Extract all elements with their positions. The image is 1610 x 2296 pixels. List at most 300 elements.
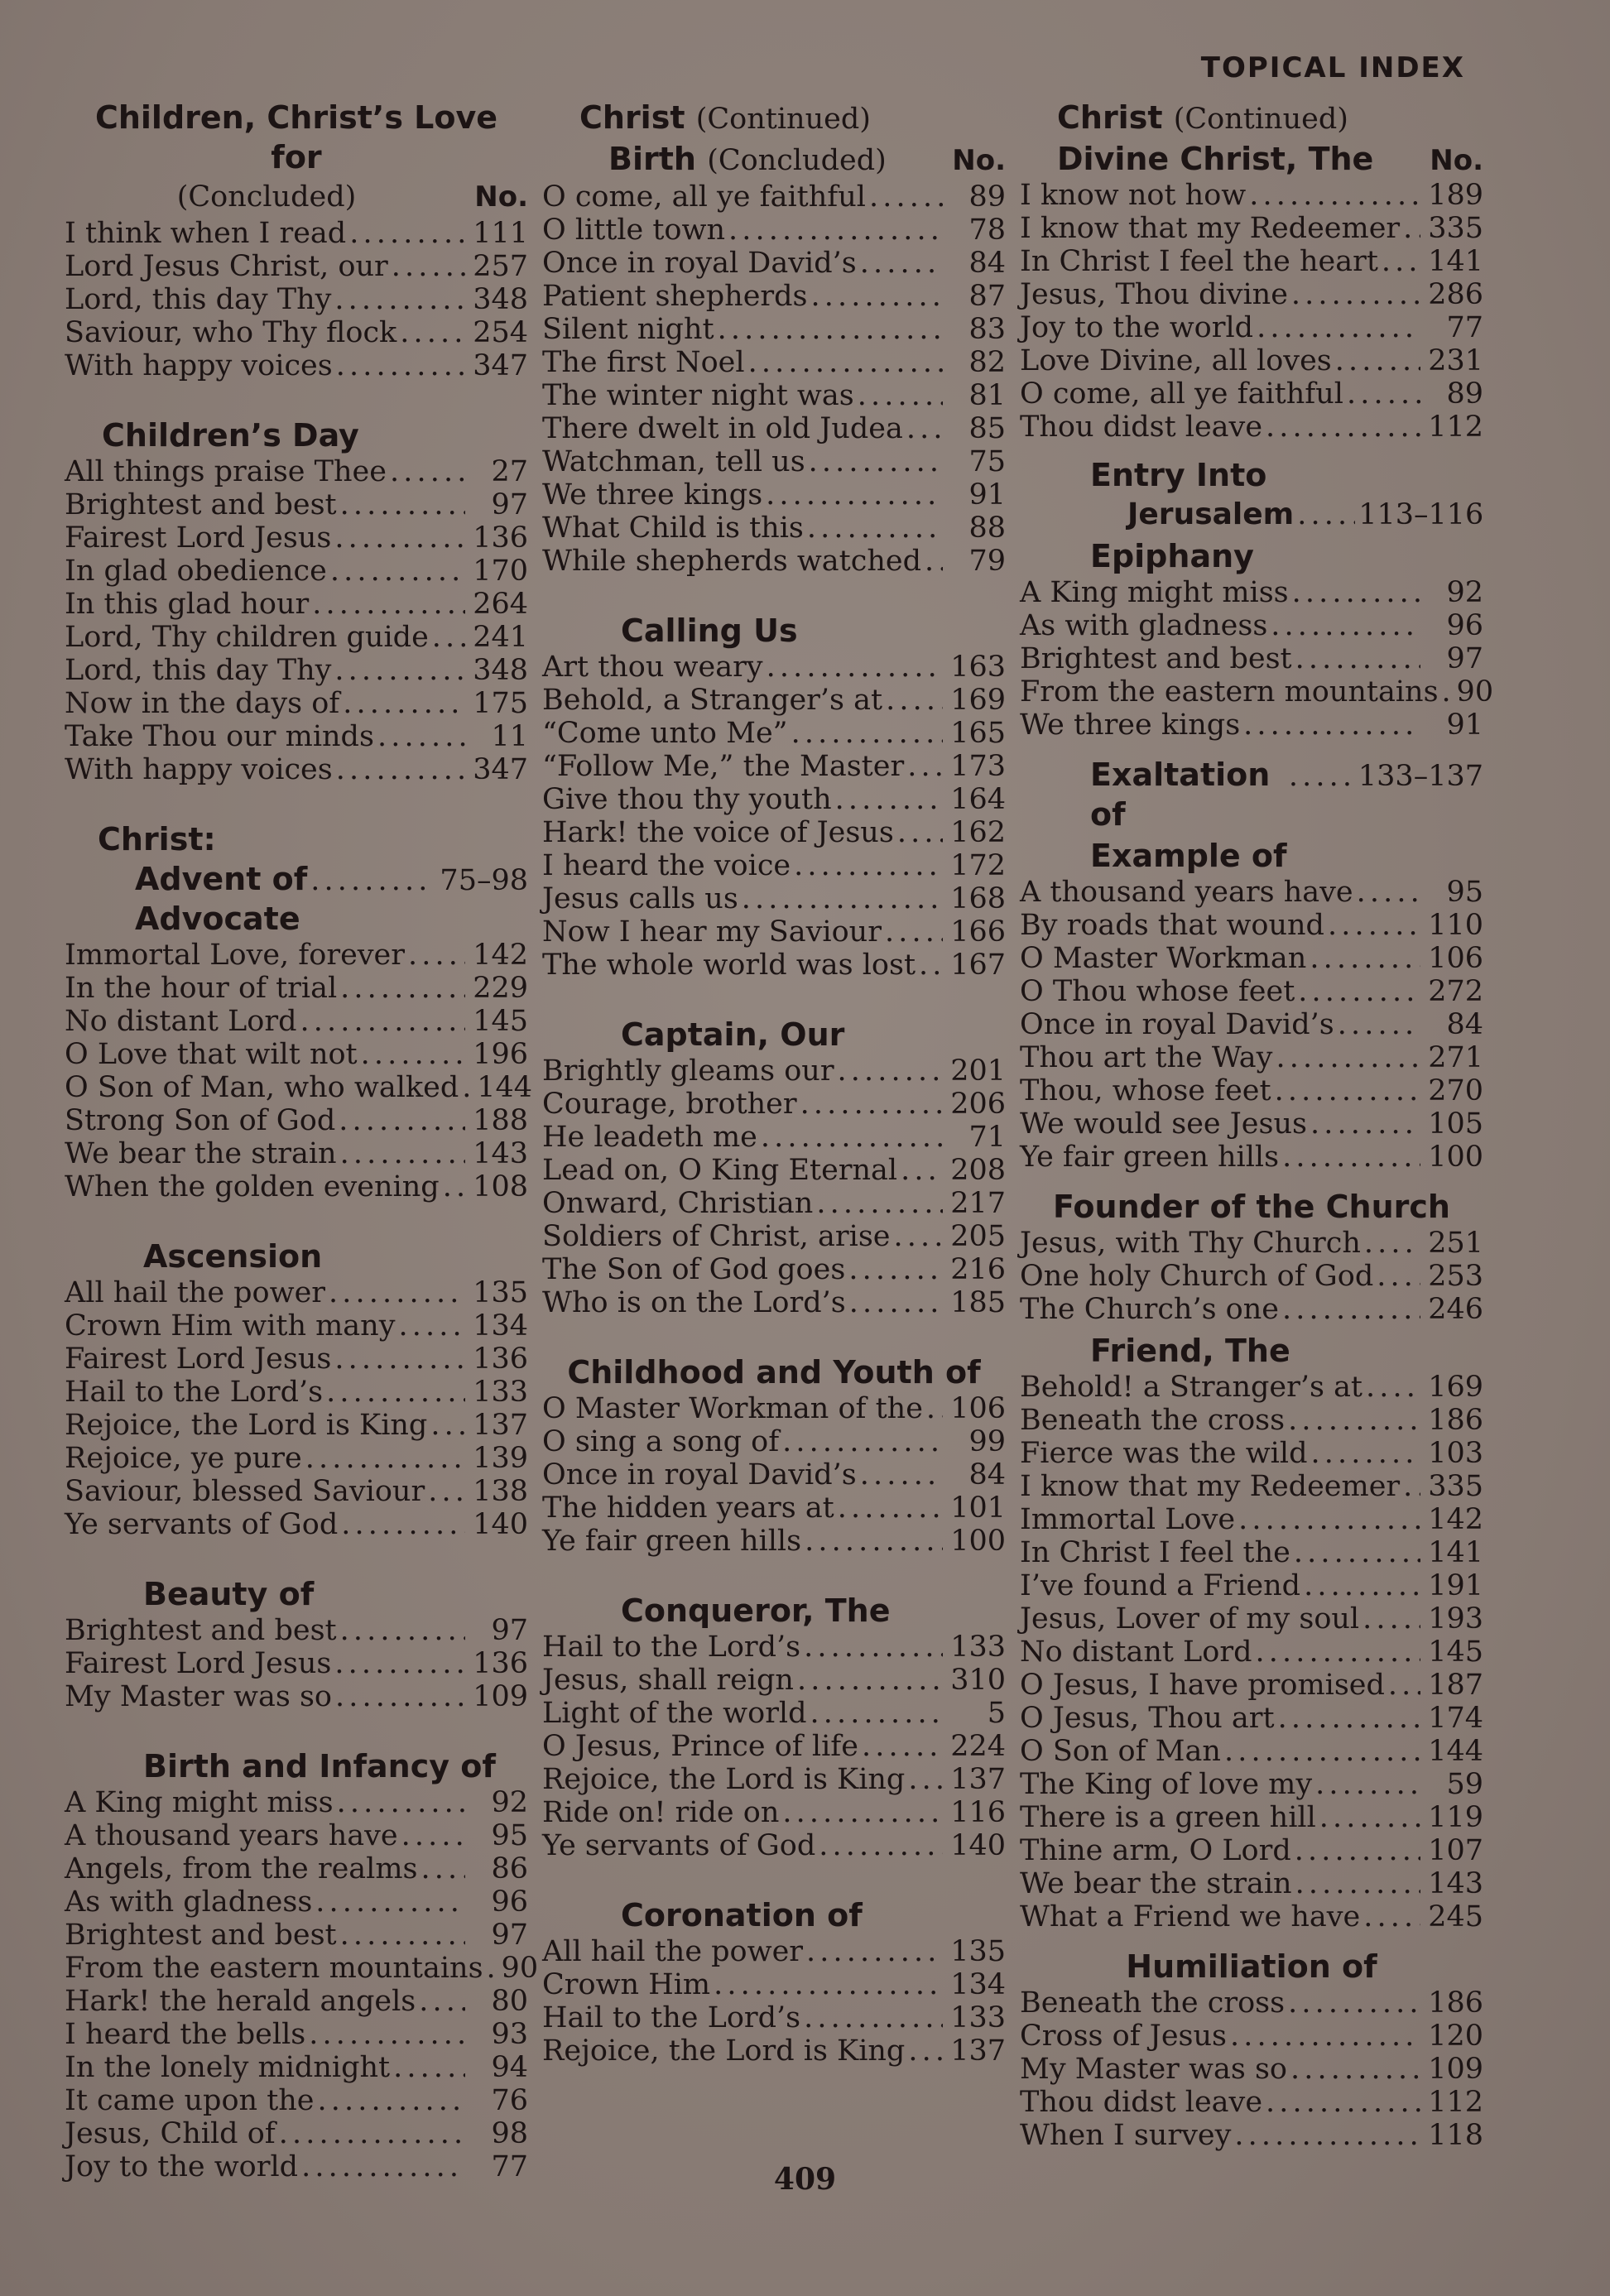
hymn-number: 188: [473, 1104, 528, 1137]
hymn-number: 310: [950, 1664, 1006, 1697]
section-captain: [542, 1015, 1006, 1319]
hymn-number: 134: [950, 1968, 1006, 2001]
entry-title: My Master was so: [65, 1680, 332, 1713]
dot-leader: [858, 379, 943, 412]
hymn-number: 133: [950, 2001, 1006, 2034]
entry-title: Hail to the Lord’s: [65, 1376, 324, 1409]
hymn-number: 112: [1428, 411, 1483, 444]
heading-word: Christ: [1057, 99, 1163, 136]
index-entry: [542, 1425, 1006, 1458]
hymn-number: 84: [968, 247, 1006, 280]
entry-title: Immortal Love, forever: [65, 939, 405, 972]
hymn-number: 335: [1428, 1470, 1483, 1503]
dot-leader: [392, 250, 465, 283]
entry-title: No distant Lord: [65, 1005, 297, 1038]
dot-leader: [1266, 411, 1420, 444]
exaltation-row: [1020, 755, 1483, 834]
index-entry: [542, 651, 1006, 684]
entry-title: Saviour, blessed Saviour: [65, 1475, 425, 1508]
dot-leader: [334, 654, 465, 687]
hymn-number: 77: [491, 2150, 528, 2183]
hymn-number: 217: [950, 1187, 1006, 1220]
entry-title: Onward, Christian: [542, 1187, 814, 1220]
column-2: [542, 98, 1006, 2101]
section-heading: Friend, The: [1090, 1333, 1290, 1369]
section-heading: Beauty of: [143, 1576, 315, 1612]
hymn-number: 137: [473, 1409, 528, 1442]
hymn-number: 205: [950, 1220, 1006, 1253]
dot-leader: [794, 849, 943, 882]
hymn-number: 112: [1428, 2086, 1483, 2119]
subheading-word: Birth: [608, 141, 696, 177]
index-entry: [542, 1829, 1006, 1862]
section-heading: Childhood and Youth of: [567, 1354, 981, 1391]
hymn-number: 91: [1446, 708, 1483, 742]
section-heading: Birth and Infancy of: [143, 1748, 496, 1784]
entry-title: Courage, brother: [542, 1088, 797, 1121]
index-entry: [65, 1885, 528, 1919]
hymn-number: 86: [491, 1852, 528, 1885]
dot-leader: [326, 1376, 465, 1409]
index-entry: [542, 1253, 1006, 1286]
index-entry: [1020, 1834, 1483, 1867]
index-entry: [65, 1786, 528, 1819]
hymn-number: 348: [473, 654, 528, 687]
dot-leader: [782, 1425, 943, 1458]
hymn-number: 119: [1428, 1801, 1483, 1834]
entry-title: I’ve found a Friend: [1020, 1569, 1301, 1602]
hymn-number: 170: [473, 555, 528, 588]
entry-title: Beneath the cross: [1020, 1986, 1286, 2020]
dot-leader: [1403, 1470, 1420, 1503]
index-entry: [1020, 1437, 1483, 1470]
section-divine-christ: [1020, 98, 1483, 444]
index-entry: [542, 949, 1006, 982]
hymn-number: 136: [473, 521, 528, 555]
dot-leader: [329, 1276, 465, 1309]
hymn-number: 96: [1446, 609, 1483, 642]
index-entry: [1020, 609, 1483, 642]
index-entry: [1020, 1404, 1483, 1437]
entry-title: Lord, Thy children guide: [65, 621, 429, 654]
exaltation-range: 133–137: [1358, 760, 1483, 793]
advent-heading: Advent of: [135, 861, 308, 897]
entry-title: In Christ I feel the: [1020, 1536, 1290, 1569]
hymn-number: 27: [491, 455, 528, 488]
entry-title: Crown Him with many: [65, 1309, 396, 1343]
entry-title: When the golden evening: [65, 1170, 440, 1203]
dot-leader: [1266, 2086, 1420, 2119]
index-entry: [65, 2084, 528, 2117]
index-entry: [1020, 278, 1483, 311]
entry-title: There dwelt in old Judea: [542, 412, 903, 445]
index-entry: [1020, 1371, 1483, 1404]
dot-leader: [767, 651, 943, 684]
index-entry: [65, 1071, 533, 1104]
index-entry: [65, 349, 528, 382]
index-entry: [1020, 1041, 1483, 1074]
index-entry: [542, 1935, 1006, 1968]
index-entry: [542, 1088, 1006, 1121]
index-entry: [65, 1276, 528, 1309]
hymn-number: 108: [473, 1170, 528, 1203]
entry-title: With happy voices: [65, 753, 333, 786]
hymn-number: 93: [491, 2018, 528, 2051]
hymn-number: 144: [477, 1071, 533, 1104]
hymn-number: 245: [1428, 1900, 1483, 1933]
hymn-number: 173: [950, 750, 1006, 783]
entry-title: I heard the voice: [542, 849, 791, 882]
hymn-number: 137: [950, 2034, 1006, 2068]
index-entry: [1020, 1702, 1483, 1735]
index-entry: [65, 621, 528, 654]
index-entry: [65, 1038, 528, 1071]
index-entry: [542, 684, 1006, 717]
hymn-number: 90: [501, 1952, 539, 1985]
section-entry-jerusalem: [1020, 455, 1483, 535]
entry-title: I know that my Redeemer: [1020, 1470, 1401, 1503]
hymn-number: 84: [1446, 1008, 1483, 1041]
entry-title: The Son of God goes: [542, 1253, 846, 1286]
section-subheading: Divine Christ, The: [1057, 141, 1374, 177]
index-entry: [65, 316, 528, 349]
entry-title: Jesus, Child of: [65, 2117, 276, 2150]
hymn-number: 187: [1428, 1669, 1483, 1702]
index-entry: [1020, 942, 1483, 975]
dot-leader: [337, 1786, 465, 1819]
hymn-number: 185: [950, 1286, 1006, 1319]
index-entry: [1020, 2086, 1483, 2119]
index-entry: [65, 1614, 528, 1647]
entry-title: In the lonely midnight: [65, 2051, 391, 2084]
dot-leader: [1298, 975, 1420, 1008]
index-entry: [542, 1525, 1006, 1558]
entry-title: O Son of Man: [1020, 1735, 1221, 1768]
hymn-number: 216: [950, 1253, 1006, 1286]
dot-leader: [1335, 344, 1420, 377]
section-heading: Example of: [1090, 838, 1287, 874]
entry-title: Hail to the Lord’s: [542, 2001, 801, 2034]
index-entry: [1020, 311, 1483, 344]
section-subheading: (Concluded): [176, 180, 357, 214]
hymn-number: 175: [473, 687, 528, 720]
hymn-number: 59: [1446, 1768, 1483, 1801]
hymn-number: 168: [950, 882, 1006, 915]
index-entry: [542, 247, 1006, 280]
dot-leader: [810, 1697, 943, 1730]
hymn-number: 101: [950, 1491, 1006, 1525]
entry-title: Fairest Lord Jesus: [65, 1647, 332, 1680]
dot-leader: [809, 445, 943, 478]
section-ascension: [65, 1237, 528, 1541]
hymn-number: 135: [473, 1276, 528, 1309]
hymn-number: 186: [1428, 1986, 1483, 2020]
dot-leader: [811, 280, 943, 313]
dot-leader: [804, 2001, 943, 2034]
section-birth: [65, 1746, 539, 2183]
entry-title: One holy Church of God: [1020, 1260, 1374, 1293]
hymn-number: 134: [473, 1309, 528, 1343]
index-entry: [65, 1005, 528, 1038]
hymn-number: 162: [950, 816, 1006, 849]
dot-leader: [714, 1968, 943, 2001]
dot-leader: [315, 1885, 465, 1919]
hymn-number: 138: [473, 1475, 528, 1508]
entry-title: Patient shepherds: [542, 280, 808, 313]
entry-title: The winter night was: [542, 379, 854, 412]
entry-title: From the eastern mountains: [65, 1952, 483, 1985]
entry-title: Once in royal David’s: [1020, 1008, 1334, 1041]
dot-leader: [908, 1763, 943, 1796]
advent-range: 75–98: [440, 864, 528, 897]
hymn-number: 135: [950, 1935, 1006, 1968]
hymn-number: 246: [1428, 1293, 1483, 1326]
dot-leader: [805, 1525, 943, 1558]
hymn-number: 100: [1428, 1141, 1483, 1174]
dot-leader: [1282, 1141, 1420, 1174]
index-entry: [542, 180, 1006, 214]
dot-leader: [1328, 909, 1420, 942]
section-conqueror: [542, 1591, 1006, 1862]
advocate-heading: Advocate: [135, 901, 300, 937]
dot-leader: [390, 455, 465, 488]
section-calling-us: [542, 611, 1006, 982]
entry-title: Thine arm, O Lord: [1020, 1834, 1291, 1867]
hymn-number: 141: [1428, 1536, 1483, 1569]
dot-leader: [1377, 1260, 1420, 1293]
dot-leader: [860, 247, 943, 280]
index-entry: [1020, 975, 1483, 1008]
index-entry: [65, 283, 528, 316]
entry-title: Jesus, with Thy Church: [1020, 1227, 1361, 1260]
dot-leader: [430, 1409, 465, 1442]
entry-title: O come, all ye faithful: [1020, 377, 1343, 411]
entry-title: What a Friend we have: [1020, 1900, 1361, 1933]
dot-leader: [401, 1819, 465, 1852]
entry-title: Rejoice, the Lord is King: [542, 1763, 906, 1796]
entry-title: Fairest Lord Jesus: [65, 1343, 332, 1376]
heading-cont: (Continued): [695, 103, 871, 136]
hymn-number: 71: [968, 1121, 1006, 1154]
dot-leader: [748, 346, 943, 379]
index-entry: [65, 1309, 528, 1343]
hymn-number: 229: [473, 972, 528, 1005]
hymn-number: 120: [1428, 2020, 1483, 2053]
hymn-number: 169: [1428, 1371, 1483, 1404]
hymn-number: 96: [491, 1885, 528, 1919]
index-entry: [65, 250, 528, 283]
dot-leader: [334, 521, 465, 555]
hymn-number: 206: [950, 1088, 1006, 1121]
dot-leader: [1310, 1437, 1420, 1470]
index-entry: [542, 1458, 1006, 1491]
dot-leader: [419, 1985, 465, 2018]
hymn-number: 251: [1428, 1227, 1483, 1260]
index-entry: [542, 412, 1006, 445]
index-entry: [1020, 179, 1483, 212]
entry-title: O Master Workman: [1020, 942, 1307, 975]
entry-title: As with gladness: [65, 1885, 313, 1919]
entry-title: Ye servants of God: [542, 1829, 816, 1862]
entry-title: A thousand years have: [1020, 876, 1353, 909]
index-entry: [65, 521, 528, 555]
entry-title: What Child is this: [542, 512, 804, 545]
index-entry: [1020, 1227, 1483, 1260]
entry-title: “Come unto Me”: [542, 717, 788, 750]
hymn-number: 133: [473, 1376, 528, 1409]
entry-title: A thousand years have: [65, 1819, 398, 1852]
dot-leader: [340, 1614, 465, 1647]
index-entry: [1020, 212, 1483, 245]
entry-title: In glad obedience: [65, 555, 327, 588]
dot-leader: [819, 1829, 943, 1862]
hymn-number: 133: [950, 1631, 1006, 1664]
hymn-number: 76: [491, 2084, 528, 2117]
hymn-number: 75: [968, 445, 1006, 478]
dot-leader: [343, 687, 465, 720]
section-coronation: [542, 1895, 1006, 2068]
hymn-number: 95: [491, 1819, 528, 1852]
index-entry: [65, 1409, 528, 1442]
hymn-number: 83: [968, 313, 1006, 346]
index-entry: [65, 1919, 528, 1952]
page-number: 409: [773, 2162, 837, 2197]
index-entry: [65, 2117, 528, 2150]
index-entry: [542, 1664, 1006, 1697]
index-entry: [542, 783, 1006, 816]
hymn-number: 142: [473, 939, 528, 972]
dot-leader: [330, 555, 465, 588]
section-example: [1020, 836, 1483, 1174]
entry-title: Lead on, O King Eternal: [542, 1154, 898, 1187]
dot-leader: [791, 717, 943, 750]
entry-title: O Son of Man, who walked: [65, 1071, 459, 1104]
hymn-number: 169: [950, 684, 1006, 717]
hymn-number: 142: [1428, 1503, 1483, 1536]
hymn-number: 89: [1446, 377, 1483, 411]
section-heading: Calling Us: [621, 612, 798, 649]
hymn-number: 143: [473, 1137, 528, 1170]
dot-leader: [797, 1664, 943, 1697]
index-entry: [542, 545, 1006, 578]
hymn-number: 110: [1428, 909, 1483, 942]
index-entry: [542, 478, 1006, 512]
dot-leader: [906, 412, 943, 445]
index-entry: [1020, 1636, 1483, 1669]
entry-title: Behold! a Stranger’s at: [1020, 1371, 1363, 1404]
index-entry: [65, 654, 528, 687]
entry-title: We bear the strain: [65, 1137, 337, 1170]
index-entry: [65, 972, 528, 1005]
entry-title: O come, all ye faithful: [542, 180, 866, 214]
hymn-number: 11: [491, 720, 528, 753]
section-childrens-day: [65, 415, 528, 786]
entry-title: When I survey: [1020, 2119, 1232, 2152]
dot-leader: [718, 313, 943, 346]
hymn-number: 164: [950, 783, 1006, 816]
entry-title: Jesus, shall reign: [542, 1664, 794, 1697]
hymn-number: 116: [950, 1796, 1006, 1829]
dot-leader: [816, 1187, 943, 1220]
hymn-number: 92: [491, 1786, 528, 1819]
dot-leader: [766, 478, 943, 512]
entry-title: Brightest and best: [65, 1919, 337, 1952]
index-entry: [542, 214, 1006, 247]
dot-leader: [1234, 2119, 1420, 2152]
entry-title: Crown Him: [542, 1968, 711, 2001]
index-entry: [542, 1697, 1006, 1730]
dot-leader: [399, 1309, 466, 1343]
entry-title: Strong Son of God: [65, 1104, 336, 1137]
hymn-number: 84: [968, 1458, 1006, 1491]
hymn-number: 118: [1428, 2119, 1483, 2152]
index-entry: [65, 720, 528, 753]
index-entry: [542, 445, 1006, 478]
dot-leader: [340, 1919, 465, 1952]
dot-leader: [835, 783, 943, 816]
index-entry: [65, 1952, 539, 1985]
entry-title: Once in royal David’s: [542, 247, 857, 280]
index-entry: [542, 1220, 1006, 1253]
dot-leader: [838, 1491, 943, 1525]
section-heading: Captain, Our: [621, 1016, 845, 1053]
hymn-number: 78: [968, 214, 1006, 247]
hymn-number: 85: [968, 412, 1006, 445]
hymn-number: 97: [491, 488, 528, 521]
index-entry: [1020, 1293, 1483, 1326]
index-entry: [542, 1631, 1006, 1664]
hymn-number: 107: [1428, 1834, 1483, 1867]
section-heading: Entry Into: [1090, 457, 1267, 493]
entry-title: In this glad hour: [65, 588, 310, 621]
dot-leader: [1304, 1569, 1420, 1602]
entry-title: Thou didst leave: [1020, 411, 1263, 444]
entry-title: The King of love my: [1020, 1768, 1313, 1801]
entry-title: We three kings: [1020, 708, 1241, 742]
subheading-cont: (Concluded): [707, 144, 887, 177]
entry-title: We would see Jesus: [1020, 1107, 1307, 1141]
section-heading: Children’s Day: [102, 417, 359, 454]
hymn-number: 91: [968, 478, 1006, 512]
index-entry: [65, 939, 528, 972]
index-entry: [542, 313, 1006, 346]
hymn-number: 144: [1428, 1735, 1483, 1768]
hymn-number: 89: [968, 180, 1006, 214]
dot-leader: [1290, 2053, 1420, 2086]
entry-title: Hark! the herald angels: [65, 1985, 416, 2018]
dot-leader: [487, 1952, 498, 1985]
entry-title: “Follow Me,” the Master: [542, 750, 905, 783]
hymn-number: 81: [968, 379, 1006, 412]
dot-leader: [1295, 1834, 1420, 1867]
entry-title: Brightest and best: [65, 1614, 337, 1647]
section-heading: Conqueror, The: [621, 1592, 891, 1629]
index-entry: [1020, 377, 1483, 411]
index-entry: [1020, 1470, 1483, 1503]
index-entry: [542, 1392, 1006, 1425]
dot-leader: [848, 1253, 943, 1286]
entry-title: O sing a song of: [542, 1425, 780, 1458]
dot-leader: [305, 1442, 465, 1475]
dot-leader: [335, 1680, 465, 1713]
dot-leader: [408, 939, 465, 972]
column-1: [65, 98, 539, 2217]
hymn-number: 143: [1428, 1867, 1483, 1900]
index-entry: [1020, 1107, 1483, 1141]
index-entry: [65, 217, 528, 250]
dot-leader: [309, 2018, 465, 2051]
dot-leader: [339, 1104, 465, 1137]
